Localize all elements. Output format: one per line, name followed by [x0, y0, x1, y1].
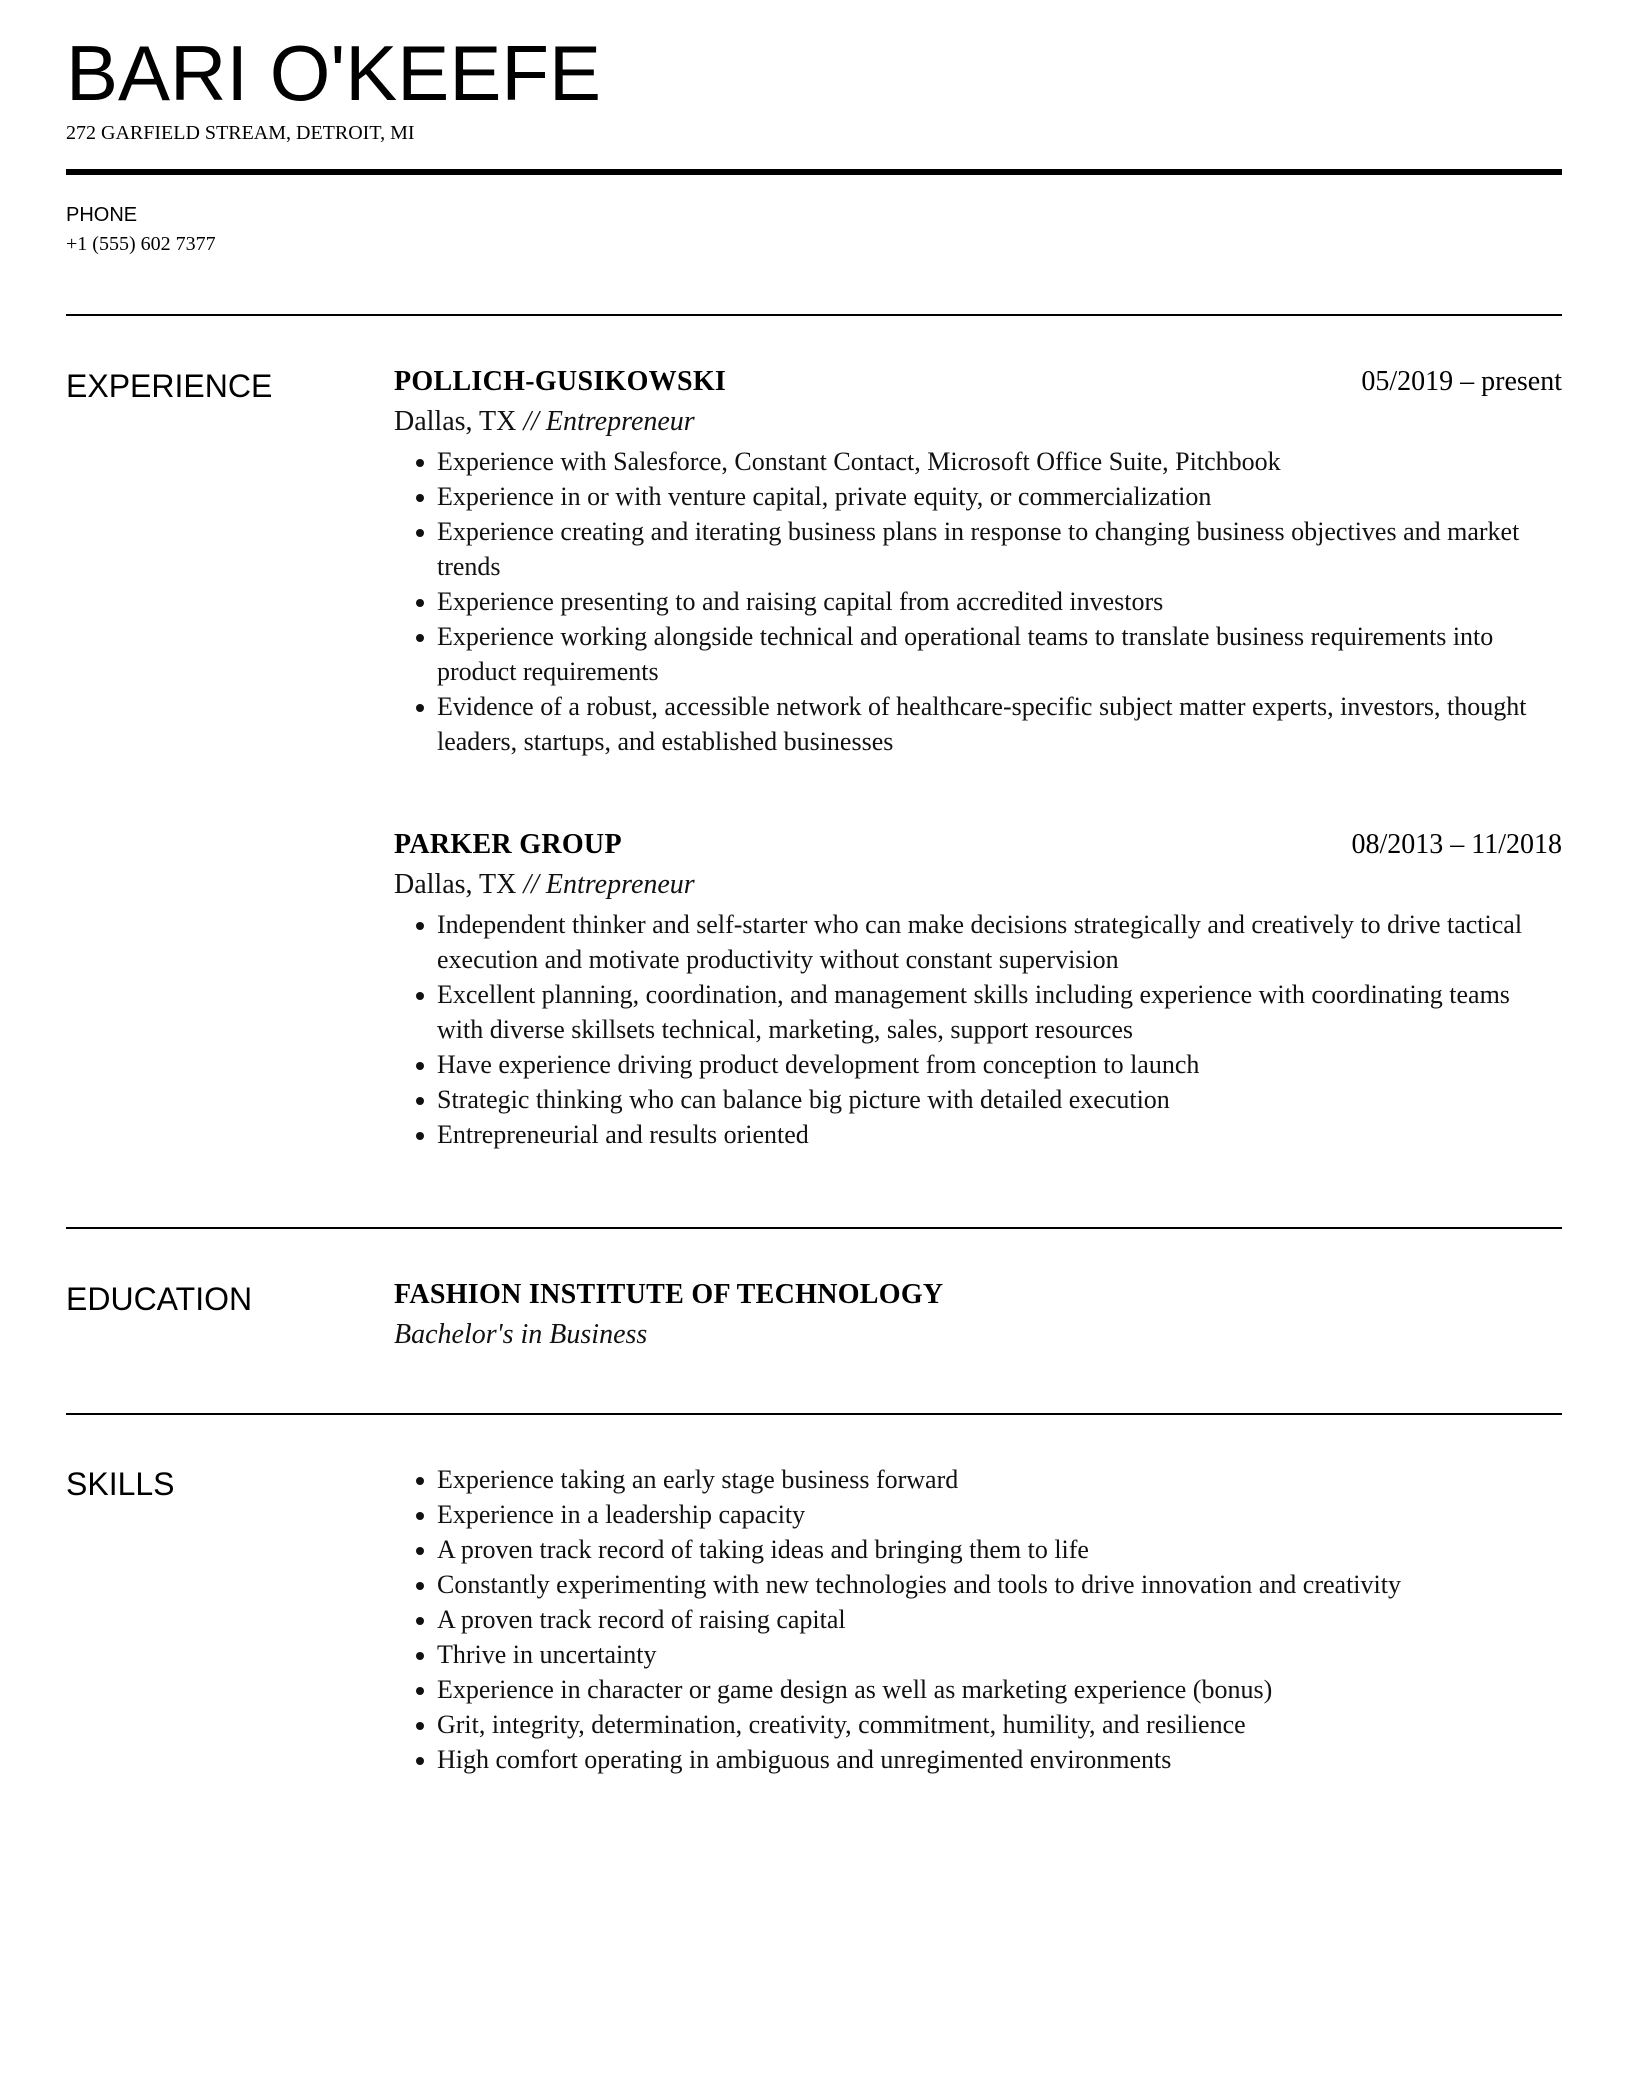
job-location-title — [394, 865, 1562, 905]
skill-item: A proven track record of raising capital — [394, 1602, 1562, 1637]
job-bullet: Excellent planning, coordination, and management skills including experience with coordinating teams with diverse skillsets technical, marketing, sales, support resources — [394, 977, 1562, 1047]
skill-item: Experience in character or game design as well as marketing experience (bonus) — [394, 1672, 1562, 1707]
degree: Bachelor's in Business — [394, 1319, 648, 1350]
skills-list — [394, 1462, 1562, 1777]
job-company: POLLICH-GUSIKOWSKI — [394, 366, 727, 397]
experience-list-2 — [394, 825, 1562, 1152]
skills-heading: SKILLS — [66, 1466, 175, 1502]
job-company: PARKER GROUP — [394, 829, 622, 860]
skill-item: Grit, integrity, determination, creativity, commitment, humility, and resilience — [394, 1707, 1562, 1742]
job-header — [394, 362, 1562, 402]
job-title: Entrepreneur — [545, 869, 695, 900]
job-bullet: Experience in or with venture capital, private equity, or commercialization — [394, 479, 1562, 514]
skill-item: Experience in a leadership capacity — [394, 1497, 1562, 1532]
phone-label: PHONE — [66, 204, 138, 226]
job-bullet: Have experience driving product development from conception to launch — [394, 1047, 1562, 1082]
skill-item: High comfort operating in ambiguous and unregimented environments — [394, 1742, 1562, 1777]
job-bullet: Experience creating and iterating business plans in response to changing business objectives and market trends — [394, 514, 1562, 584]
job-bullet: Independent thinker and self-starter who can make decisions strategically and creatively to drive tactical execution and motivate productivity without constant supervision — [394, 907, 1562, 977]
experience-heading: EXPERIENCE — [66, 368, 273, 404]
skills-bullets — [394, 1462, 1562, 1777]
section-divider — [66, 1227, 1562, 1229]
skill-item: Thrive in uncertainty — [394, 1637, 1562, 1672]
header-divider — [66, 169, 1562, 175]
phone-number: +1 (555) 602 7377 — [66, 233, 216, 255]
job-bullet: Experience working alongside technical and operational teams to translate business requirements into product requirements — [394, 619, 1562, 689]
education-entry — [394, 1275, 1562, 1355]
job-dates: 05/2019 – present — [1361, 366, 1562, 397]
school-name: FASHION INSTITUTE OF TECHNOLOGY — [394, 1279, 944, 1310]
job-location-title — [394, 402, 1562, 442]
job-bullet: Experience with Salesforce, Constant Contact, Microsoft Office Suite, Pitchbook — [394, 444, 1562, 479]
skill-item: A proven track record of taking ideas and bringing them to life — [394, 1532, 1562, 1567]
job-bullets — [394, 444, 1562, 759]
job-bullet: Entrepreneurial and results oriented — [394, 1117, 1562, 1152]
education-heading: EDUCATION — [66, 1281, 253, 1317]
candidate-address: 272 GARFIELD STREAM, DETROIT, MI — [66, 122, 415, 144]
job-dates: 08/2013 – 11/2018 — [1351, 829, 1562, 860]
job-bullet: Strategic thinking who can balance big picture with detailed execution — [394, 1082, 1562, 1117]
job-separator: // — [516, 406, 546, 437]
job-header — [394, 825, 1562, 865]
job-entry — [394, 825, 1562, 1152]
job-separator: // — [516, 869, 546, 900]
job-entry — [394, 362, 1562, 759]
section-divider — [66, 1413, 1562, 1415]
experience-list — [394, 362, 1562, 759]
job-bullet: Experience presenting to and raising capital from accredited investors — [394, 584, 1562, 619]
job-location: Dallas, TX — [394, 406, 517, 437]
candidate-name: BARI O'KEEFE — [66, 29, 602, 117]
job-bullet: Evidence of a robust, accessible network of healthcare-specific subject matter experts, investors, thought leaders, startups, and established businesses — [394, 689, 1562, 759]
section-divider — [66, 314, 1562, 316]
job-bullets — [394, 907, 1562, 1152]
job-location: Dallas, TX — [394, 869, 517, 900]
skill-item: Constantly experimenting with new technologies and tools to drive innovation and creativity — [394, 1567, 1562, 1602]
skill-item: Experience taking an early stage business forward — [394, 1462, 1562, 1497]
job-title: Entrepreneur — [545, 406, 695, 437]
